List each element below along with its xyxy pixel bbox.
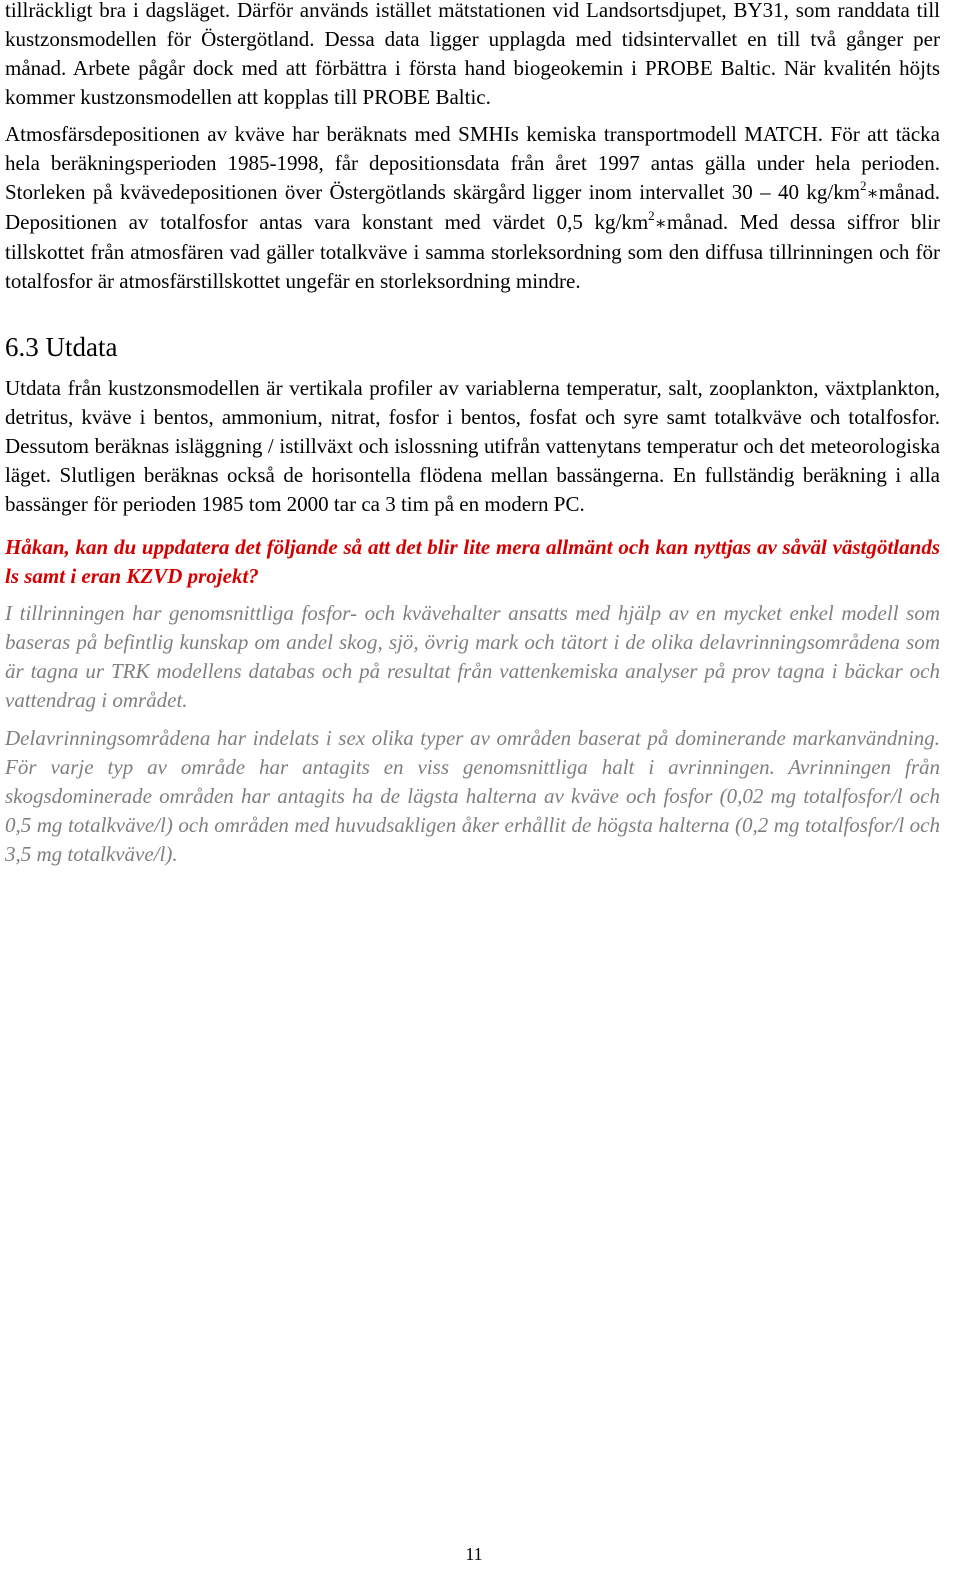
multiply-sign: ∗: [866, 183, 879, 203]
page-number: 11: [465, 1544, 483, 1564]
superscript-2: 2: [648, 208, 655, 223]
paragraph-atmosfarsdeposition: [5, 120, 940, 296]
editor-note-red: Håkan, kan du uppdatera det följande så att det blir lite mera allmänt och kan nyttjas av såväl västgötlands ls samt i eran KZVD projekt?: [5, 535, 940, 588]
superscript-2: 2: [860, 178, 867, 193]
paragraph-delavrinningsomraden-gray: Delavrinningsområdena har indelats i sex olika typer av områden baserat på dominerande markanvändning. För varje typ av område har antagits en viss genomsnittliga halt i avrinningen. Avrinningen från skogsdominerade områden har antagits ha de lägsta halterna av kväve och fosfor (0,02 mg totalfosfor/l och 0,5 mg totalkväve/l) och områden med huvudsakligen åker erhållit de högsta halterna (0,2 mg totalfosfor/l och 3,5 mg totalkväve/l).: [5, 726, 940, 866]
document-page: [5, 0, 940, 869]
paragraph-atmosfarsdeposition-part2: månad. Depositionen av totalfosfor antas vara konstant med värdet 0,5 kg/km: [5, 180, 940, 234]
paragraph-randdata: tillräckligt bra i dagsläget. Därför används istället mätstationen vid Landsortsdjupet, BY31, som randdata till kustzonsmodellen för Östergötland. Dessa data ligger upplagda med tidsintervallet en till två gånger per månad. Arbete pågår dock med att förbättra i första hand biogeokemin i PROBE Baltic. När kvalitén höjts kommer kustzonsmodellen att kopplas till PROBE Baltic.: [5, 0, 940, 109]
section-heading-utdata: 6.3 Utdata: [5, 332, 118, 362]
paragraph-atmosfarsdeposition-part1: Atmosfärsdepositionen av kväve har beräknats med SMHIs kemiska transportmodell MATCH. För att täcka hela beräkningsperioden 1985-1998, får depositionsdata från året 1997 antas gälla under hela perioden. Storleken på kvävedepositionen över Östergötlands skärgård ligger inom intervallet 30 – 40 kg/km: [5, 122, 940, 204]
multiply-sign: ∗: [654, 213, 667, 233]
paragraph-tillrinning-gray: I tillrinningen har genomsnittliga fosfor- och kvävehalter ansatts med hjälp av en mycket enkel modell som baseras på befintlig kunskap om andel skog, sjö, övrig mark och tätort i de olika delavrinningsområdena som är tagna ur TRK modellens databas och på resultat från vattenkemiska analyser på prov tagna i bäckar och vattendrag i området.: [5, 601, 940, 712]
paragraph-atmosfarsdeposition-part3: månad. Med dessa siffror blir tillskottet från atmosfären vad gäller totalkväve i samma storleksordning som den diffusa tillrinningen och för totalfosfor är atmosfärstillskottet ungefär en storleksordning mindre.: [5, 210, 940, 293]
paragraph-utdata: Utdata från kustzonsmodellen är vertikala profiler av variablerna temperatur, salt, zooplankton, växtplankton, detritus, kväve i bentos, ammonium, nitrat, fosfor i bentos, fosfat och syre samt totalkväve och totalfosfor. Dessutom beräknas isläggning / istillväxt och islossning utifrån vattenytans temperatur och det meteorologiska läget. Slutligen beräknas också de horisontella flödena mellan bassängerna. En fullständig beräkning i alla bassänger för perioden 1985 tom 2000 tar ca 3 tim på en modern PC.: [5, 376, 940, 516]
